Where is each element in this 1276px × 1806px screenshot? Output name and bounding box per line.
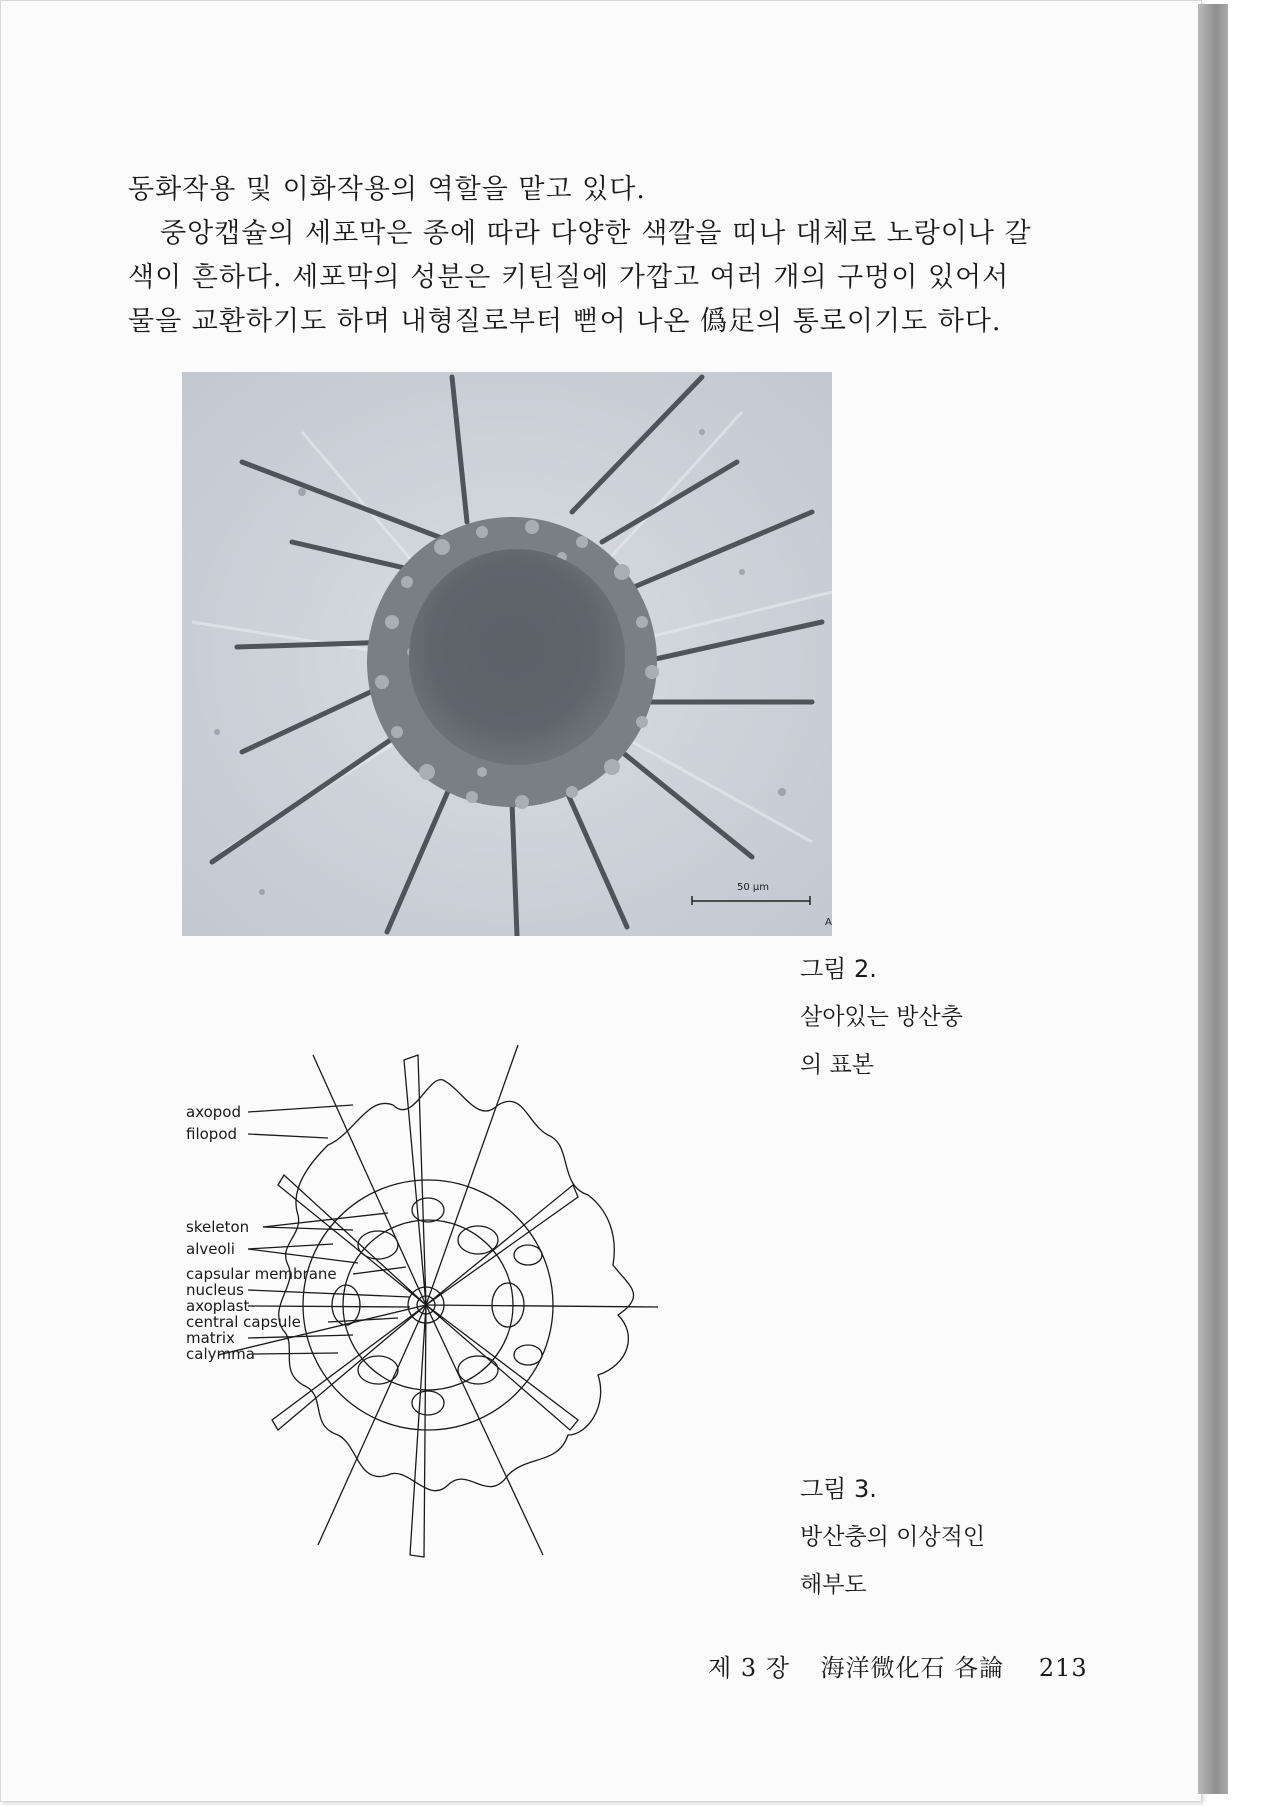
label-nucleus: nucleus bbox=[186, 1281, 244, 1299]
label-skeleton: skeleton bbox=[186, 1218, 250, 1236]
section-title: 海洋微化石 各論 bbox=[820, 1654, 1005, 1682]
figure2-caption-line: 의 표본 bbox=[800, 1052, 874, 1078]
chapter-label: 제 3 장 bbox=[708, 1654, 790, 1682]
body-line: 물을 교환하기도 하며 내형질로부터 뻗어 나온 僞足의 통로이기도 하다. bbox=[128, 306, 1002, 337]
page-footer bbox=[708, 1648, 1088, 1683]
label-matrix: matrix bbox=[186, 1329, 235, 1347]
label-alveoli: alveoli bbox=[186, 1240, 235, 1258]
figure3-caption-line: 해부도 bbox=[800, 1572, 867, 1598]
book-spine-edge bbox=[1198, 4, 1228, 1794]
figure2-caption-line: 살아있는 방산충 bbox=[800, 1004, 963, 1030]
body-line: 동화작용 및 이화작용의 역할을 맡고 있다. bbox=[128, 174, 646, 205]
radiolarian-anatomy-diagram bbox=[178, 1035, 718, 1590]
figure3-caption bbox=[800, 1465, 985, 1609]
label-axoplast: axoplast bbox=[186, 1297, 250, 1315]
body-text bbox=[128, 168, 1058, 344]
scale-bar-label: 50 μm bbox=[737, 882, 770, 893]
panel-letter: A bbox=[825, 917, 832, 928]
figure3-caption-number: 그림 3. bbox=[800, 1475, 877, 1503]
body-line: 색이 흔하다. 세포막의 성분은 키틴질에 가깝고 여러 개의 구멍이 있어서 bbox=[128, 262, 1010, 293]
figure3-caption-line: 방산충의 이상적인 bbox=[800, 1524, 986, 1550]
page-number: 213 bbox=[1038, 1654, 1088, 1682]
figure2-caption bbox=[800, 945, 963, 1089]
body-line: 중앙캡슐의 세포막은 종에 따라 다양한 색깔을 띠나 대체로 노랑이나 갈 bbox=[160, 218, 1032, 249]
label-central-capsule: central capsule bbox=[186, 1313, 301, 1331]
label-capsular-membrane: capsular membrane bbox=[186, 1265, 337, 1283]
figure2-caption-number: 그림 2. bbox=[800, 955, 877, 983]
label-axopod: axopod bbox=[186, 1103, 242, 1121]
label-filopod: filopod bbox=[186, 1125, 238, 1143]
label-calymma: calymma bbox=[186, 1345, 255, 1363]
radiolarian-micrograph bbox=[182, 372, 832, 936]
